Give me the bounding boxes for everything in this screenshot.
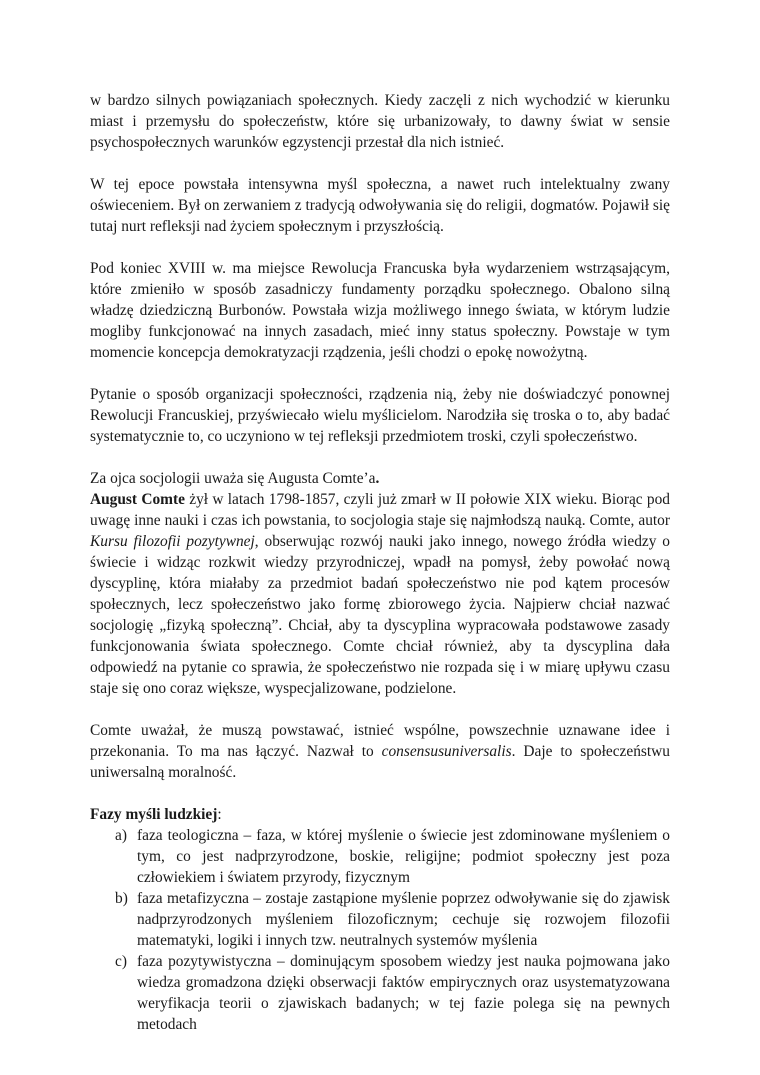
list-marker: b) xyxy=(115,890,128,907)
consensus-term: consensusuniversalis xyxy=(381,743,512,760)
father-of-sociology-text: Za ojca socjologii uważa się Augusta Comte’a xyxy=(90,470,376,487)
document-page xyxy=(90,90,670,1035)
paragraph-urbanization: w bardzo silnych powiązaniach społecznych. Kiedy zaczęli z nich wychodzić w kierunku miast i przemysłu do społeczeństw, które się urbanizowały, to dawny świat w sensie psychospołecznych warunków egzystencji przestał dla nich istnieć. xyxy=(90,92,670,151)
father-of-sociology-period: . xyxy=(375,470,380,487)
august-comte-text-1: żył w latach 1798-1857, czyli już zmarł w II połowie XIX wieku. Biorąc pod uwagę inne nauki i czas ich powstania, to socjologia staje się najmłodszą nauką. Comte, autor xyxy=(90,491,670,529)
list-item-text: faza metafizyczna – zostaje zastąpione myślenie poprzez odwoływanie się do zjawisk nadprzyrodzonych myśleniem filozoficznym; cechuje się rozwojem filozofii matematyki, logiki i innych tzw. neutralnych systemów myślenia xyxy=(137,890,670,949)
phases-list xyxy=(90,825,670,1035)
phases-heading-text: Fazy myśli ludzkiej xyxy=(90,806,218,823)
list-item-text: faza pozytywistyczna – dominującym sposobem wiedzy jest nauka pojmowana jako wiedza gromadzona dzięki obserwacji faktów empirycznych oraz usystematyzowana weryfikacja teorii o zjawiskach badanych; w tej fazie polega się na pewnych metodach xyxy=(137,953,670,1033)
august-comte-text-2: , obserwując rozwój nauki jako innego, nowego źródła wiedzy o świecie i widząc rozkwit wiedzy przyrodniczej, wpadł na pomysł, żeby powołać nową dyscyplinę, która miałaby za przedmiot badań społeczeństwo nie pod kątem procesów społecznych, lecz społeczeństwo jako formę zbiorowego życia. Najpierw chciał nazwać socjologię „fizyką społeczną”. Chciał, aby ta dyscyplina wypracowała podstawowe zasady funkcjonowania świata społecznego. Comte chciał również, aby ta dyscyplina dała odpowiedź na pytanie co sprawia, że społeczeństwo nie rozpada się i w miarę upływu czasu staje się ono coraz większe, wyspecjalizowane, podzielone. xyxy=(90,533,670,697)
book-title: Kursu filozofii pozytywnej xyxy=(90,533,255,550)
consensus-text-1: Comte uważał, że muszą powstawać, istnieć wspólne, powszechnie uznawane idee i przekonania. To ma nas łączyć. Nazwał to xyxy=(90,722,670,760)
paragraph-august-comte xyxy=(90,489,670,699)
list-item-metaphysical xyxy=(115,888,670,951)
list-marker: a) xyxy=(115,827,127,844)
phases-heading-colon: : xyxy=(217,806,222,823)
august-comte-name: August Comte xyxy=(90,491,185,508)
paragraph-father-of-sociology xyxy=(90,468,670,489)
paragraph-consensus xyxy=(90,720,670,783)
phases-heading xyxy=(90,804,670,825)
list-item-theological xyxy=(115,825,670,888)
list-marker: c) xyxy=(115,953,127,970)
paragraph-enlightenment: W tej epoce powstała intensywna myśl społeczna, a nawet ruch intelektualny zwany oświeceniem. Był on zerwaniem z tradycją odwoływania się do religii, dogmatów. Pojawił się tutaj nurt refleksji nad życiem społecznym i przyszłością. xyxy=(90,176,670,235)
list-item-positivist xyxy=(115,951,670,1035)
paragraph-organization-question: Pytanie o sposób organizacji społeczności, rządzenia nią, żeby nie doświadczyć ponownej Rewolucji Francuskiej, przyświecało wielu myślicielom. Narodziła się troska o to, aby badać systematycznie to, co uczyniono w tej refleksji przedmiotem troski, czyli społeczeństwo. xyxy=(90,386,670,445)
paragraph-french-revolution: Pod koniec XVIII w. ma miejsce Rewolucja Francuska była wydarzeniem wstrząsającym, które zmieniło w sposób zasadniczy fundamenty porządku społecznego. Obalono silną władzę dziedziczną Burbonów. Powstała wizja możliwego innego świata, w którym ludzie mogliby funkcjonować na innych zasadach, mieć inny status społeczny. Powstaje w tym momencie koncepcja demokratyzacji rządzenia, jeśli chodzi o epokę nowożytną. xyxy=(90,260,670,361)
list-item-text: faza teologiczna – faza, w której myślenie o świecie jest zdominowane myśleniem o tym, co jest nadprzyrodzone, boskie, religijne; podmiot społeczny jest poza człowiekiem i światem przyrody, fizycznym xyxy=(137,827,670,886)
consensus-text-2: . Daje to społeczeństwu uniwersalną moralność. xyxy=(90,743,670,781)
